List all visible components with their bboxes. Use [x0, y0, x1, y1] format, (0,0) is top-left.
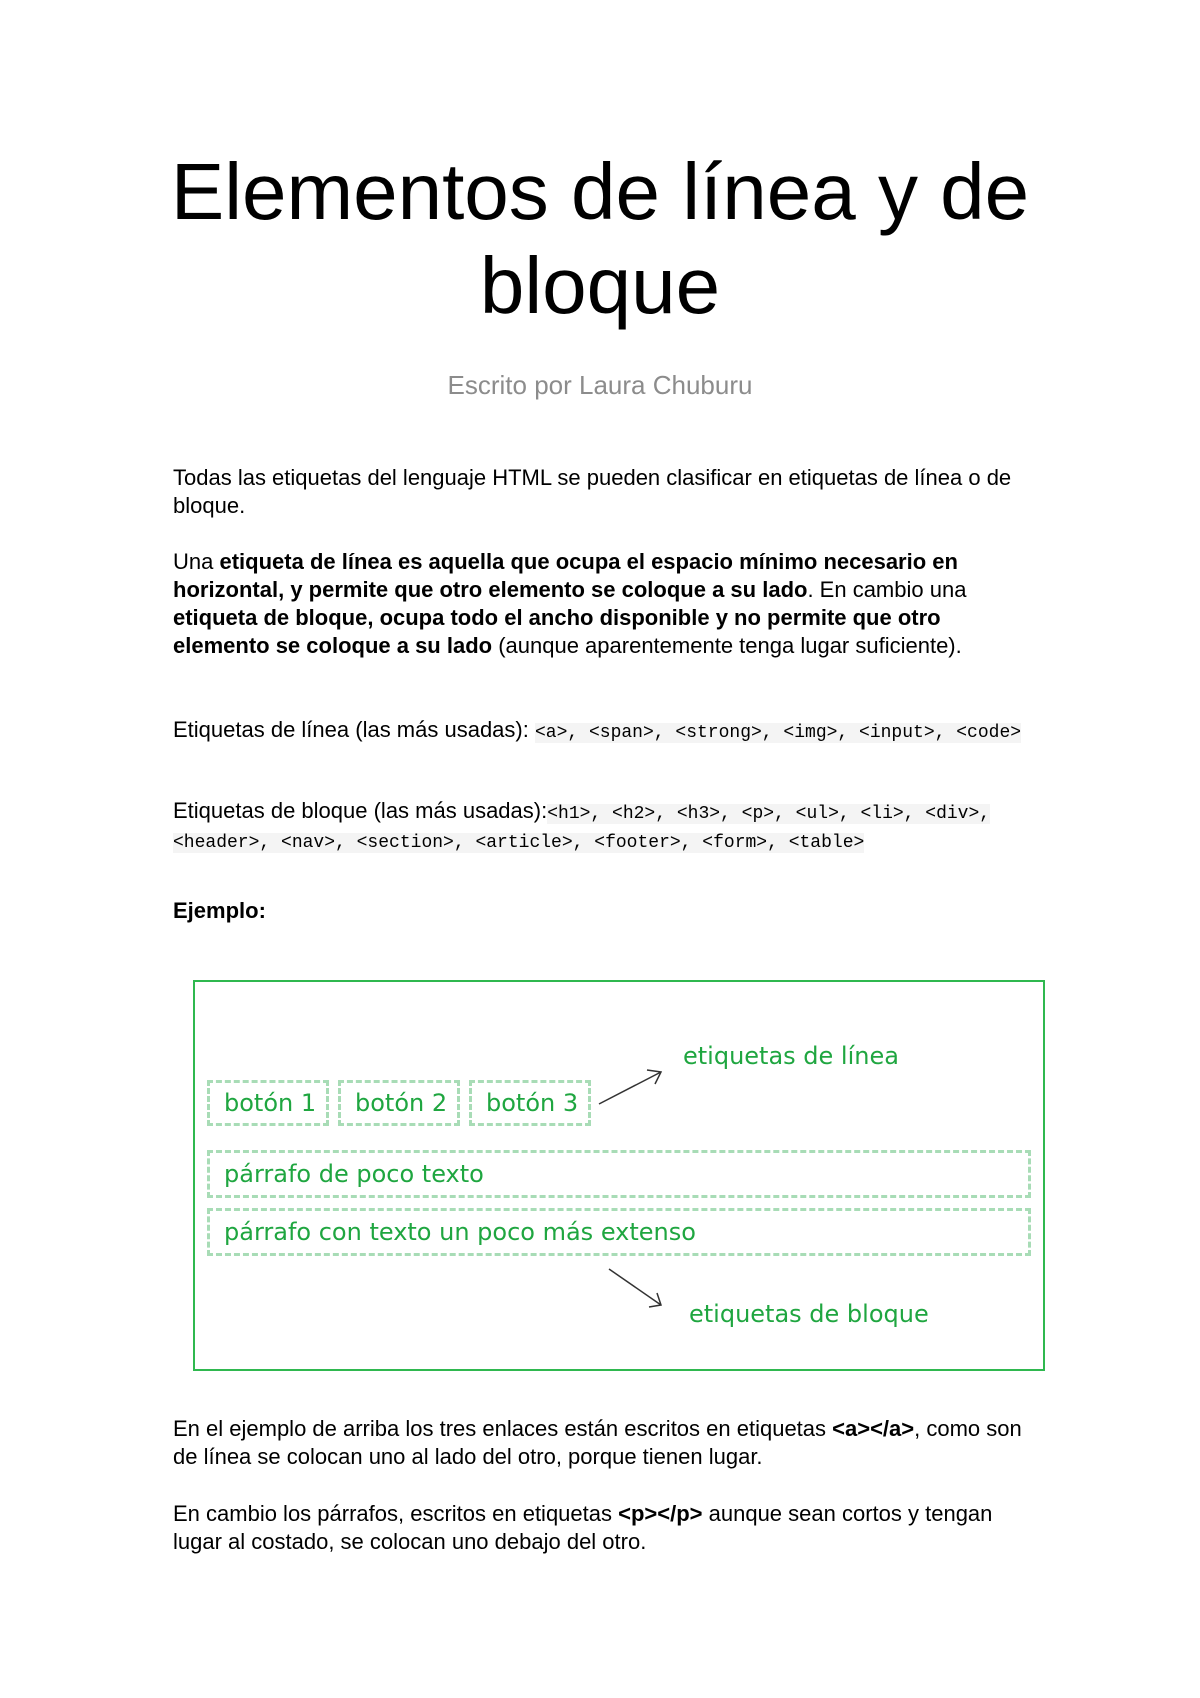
definition-text-3: (aunque aparentemente tenga lugar suficiente). — [492, 633, 962, 658]
explanation-2-text-1: En cambio los párrafos, escritos en etiquetas — [173, 1501, 619, 1526]
paragraph-label-2: párrafo con texto un poco más extenso — [224, 1218, 696, 1246]
explanation-1-text-2: , como son de línea se colocan uno al lado del otro, porque tienen lugar. — [173, 1416, 1022, 1469]
definition-text-1: Una — [173, 549, 220, 574]
example-figure — [193, 980, 1045, 1371]
paragraph-box-1 — [207, 1150, 1031, 1198]
button-label-1: botón 1 — [224, 1089, 317, 1117]
label-inline-tags: etiquetas de línea — [683, 1042, 899, 1070]
block-tags-label: Etiquetas de bloque (las más usadas): — [173, 798, 548, 823]
inline-tags-paragraph — [173, 716, 1043, 747]
page-title: Elementos de línea y de bloque — [170, 147, 1030, 330]
definition-inline-bold: etiqueta de línea es aquella que ocupa el espacio mínimo necesario en horizontal, y permite que otro elemento se coloque a su lado — [173, 549, 958, 602]
inline-tags-code: <a>, <span>, <strong>, <img>, <input>, <code> — [534, 723, 1022, 743]
paragraph-label-1: párrafo de poco texto — [224, 1160, 484, 1188]
definition-block-bold: etiqueta de bloque, ocupa todo el ancho disponible y no permite que otro elemento se coloque a su lado — [173, 605, 941, 658]
definition-paragraph — [173, 548, 1043, 660]
explanation-1-code: <a></a> — [832, 1416, 915, 1441]
inline-tags-label: Etiquetas de línea (las más usadas): — [173, 717, 535, 742]
button-label-2: botón 2 — [355, 1089, 448, 1117]
inline-arrow-icon — [595, 1062, 675, 1112]
paragraph-box-2 — [207, 1208, 1031, 1256]
explanation-2-code: <p></p> — [618, 1501, 703, 1526]
author-byline: Escrito por Laura Chuburu — [447, 370, 753, 400]
label-block-tags: etiquetas de bloque — [689, 1300, 929, 1328]
explanation-paragraph-1 — [173, 1415, 1043, 1471]
button-box-2 — [338, 1080, 460, 1126]
button-box-3 — [469, 1080, 591, 1126]
example-heading — [173, 897, 1043, 925]
explanation-paragraph-2 — [173, 1500, 1043, 1556]
definition-text-2: . En cambio una — [807, 577, 967, 602]
button-box-1 — [207, 1080, 329, 1126]
block-tags-code: <h1>, <h2>, <h3>, <p>, <ul>, <li>, <div>, <header>, <nav>, <section>, <article>, <footer>, <form>, <table> — [173, 804, 991, 853]
explanation-2-text-2: aunque sean cortos y tengan lugar al costado, se colocan uno debajo del otro. — [173, 1501, 993, 1554]
intro-paragraph: Todas las etiquetas del lenguaje HTML se pueden clasificar en etiquetas de línea o de bloque. — [173, 465, 1012, 518]
example-heading-text: Ejemplo: — [173, 898, 266, 923]
block-arrow-icon — [605, 1265, 675, 1315]
explanation-1-text-1: En el ejemplo de arriba los tres enlaces están escritos en etiquetas — [173, 1416, 833, 1441]
button-label-3: botón 3 — [486, 1089, 579, 1117]
block-tags-paragraph — [173, 798, 1043, 856]
